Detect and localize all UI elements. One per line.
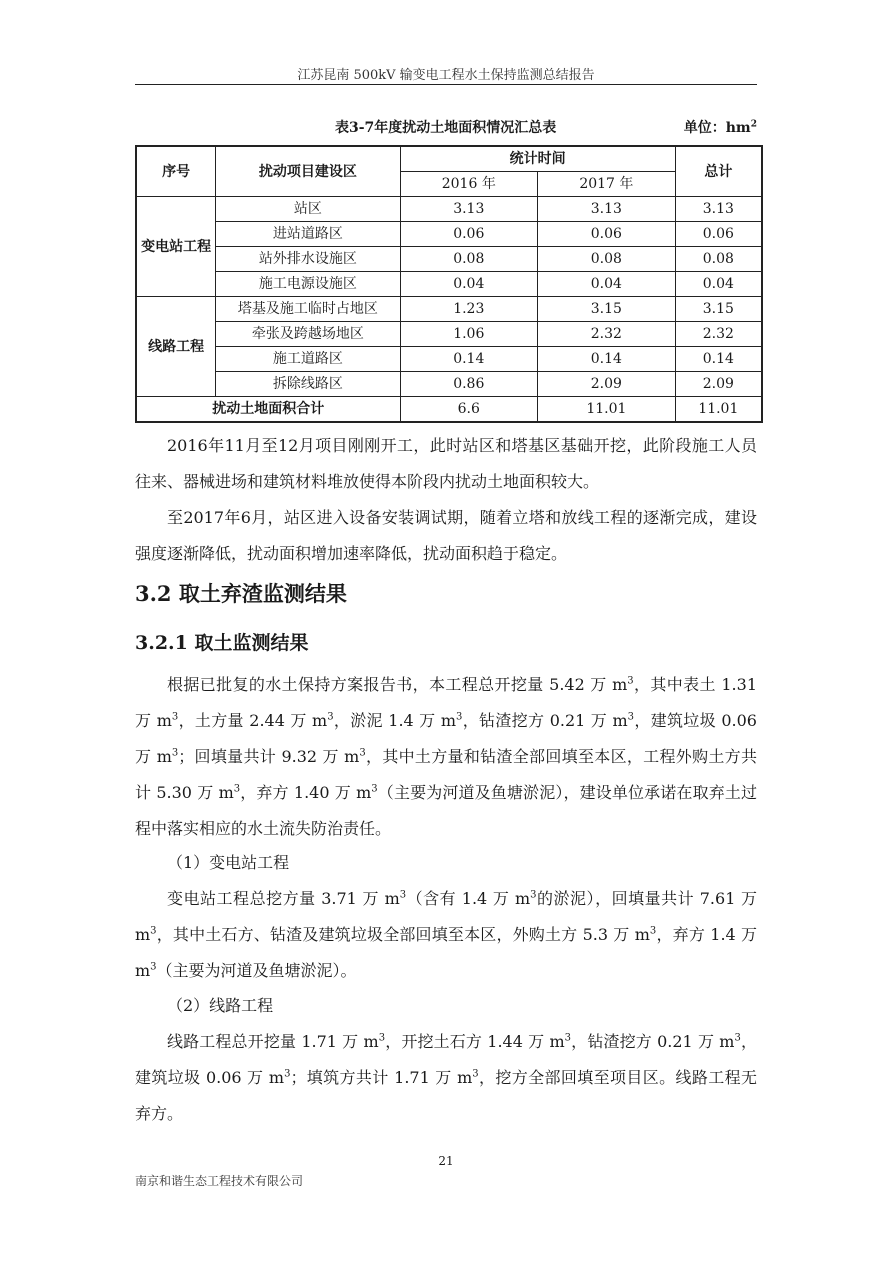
table-sum-row: [136, 397, 762, 423]
cell-total: 0.08: [675, 247, 762, 272]
cell-2017: 0.14: [538, 347, 676, 372]
table-unit: [684, 117, 757, 137]
cell-2017: 0.08: [538, 247, 676, 272]
cell-total: 2.09: [675, 372, 762, 397]
table-unit-sup: 2: [750, 119, 757, 130]
cell-2016: 0.14: [400, 347, 538, 372]
cell-2017: 2.32: [538, 322, 676, 347]
page-number: 21: [438, 1154, 454, 1168]
paragraph-line: 线路工程总开挖量 1.71 万 $m^3$，开挖土石方 1.44 万 $m^3$，钻渣挖方 0.21 万 $m^3$，建筑垃圾 0.06 万 $m^3$；填筑方共计 1.71 万 $m^3$，挖方全部回填至项目区。线路工程无弃方。: [135, 1032, 757, 1123]
header-area: 扰动项目建设区: [216, 146, 400, 197]
cell-2017: 0.04: [538, 272, 676, 297]
cell-total: 3.13: [675, 197, 762, 222]
table-unit-label: 单位：hm: [683, 120, 751, 136]
sum-2017: 11.01: [538, 397, 676, 423]
table-row: [136, 222, 762, 247]
section-heading: 3.2 取土弃渣监测结果: [135, 581, 347, 606]
cell-area: 站外排水设施区: [216, 247, 400, 272]
header-year-2016: 2016 年: [400, 172, 538, 197]
table-row: [136, 272, 762, 297]
table-caption: 表3-7年度扰动土地面积情况汇总表: [335, 120, 557, 136]
group-label: 变电站工程: [136, 197, 216, 297]
cell-2016: 0.86: [400, 372, 538, 397]
cell-total: 0.14: [675, 347, 762, 372]
sum-2016: 6.6: [400, 397, 538, 423]
cell-2016: 0.08: [400, 247, 538, 272]
cell-area: 进站道路区: [216, 222, 400, 247]
table-row: [136, 197, 762, 222]
cell-2016: 0.06: [400, 222, 538, 247]
table-row: [136, 247, 762, 272]
cell-2017: 3.15: [538, 297, 676, 322]
subsection-heading: 3.2.1 取土监测结果: [135, 632, 309, 654]
group-label: 线路工程: [136, 297, 216, 397]
cell-total: 2.32: [675, 322, 762, 347]
cell-2017: 2.09: [538, 372, 676, 397]
cell-area: 施工电源设施区: [216, 272, 400, 297]
cell-2016: 0.04: [400, 272, 538, 297]
cell-total: 3.15: [675, 297, 762, 322]
cell-total: 0.06: [675, 222, 762, 247]
subheading-substation: （1）变电站工程: [167, 853, 290, 872]
table-row: [136, 347, 762, 372]
paragraph-excavation: 根据已批复的水土保持方案报告书，本工程总开挖量 5.42 万 $m^3$，其中表土 1.31 万 $m^3$，土方量 2.44 万 $m^3$，淤泥 1.4 万 $m^3$，钻渣挖方 0.21 万 $m^3$，建筑垃圾 0.06 万 $m^3$；回填量共计 9.32 万 $m^3$，其中土方量和钻渣全部回填至本区，工程外购土方共计 5.30 万 $m^3$，弃方 1.40 万 $m^3$（主要为河道及鱼塘淤泥），建设单位承诺在取弃土过程中落实相应的水土流失防治责任。: [135, 675, 757, 838]
sum-total: 11.01: [675, 397, 762, 423]
cell-total: 0.04: [675, 272, 762, 297]
cell-area: 施工道路区: [216, 347, 400, 372]
table-row: [136, 372, 762, 397]
cell-area: 站区: [216, 197, 400, 222]
cell-2017: 0.06: [538, 222, 676, 247]
header-rule: [135, 84, 757, 85]
cell-2016: 1.06: [400, 322, 538, 347]
sum-label: 扰动土地面积合计: [136, 397, 400, 423]
header-seq: 序号: [136, 146, 216, 197]
paragraph-substation: 变电站工程总挖方量 3.71 万 $m^3$（含有 1.4 万 $m^3$的淤泥），回填量共计 7.61 万 $m^3$，其中土石方、钻渣及建筑垃圾全部回填至本区，外购土方 5.3 万 $m^3$，弃方 1.4 万 $m^3$（主要为河道及鱼塘淤泥）。: [135, 889, 757, 980]
cell-area: 拆除线路区: [216, 372, 400, 397]
header-stat-time: 统计时间: [400, 146, 675, 172]
cell-area: 塔基及施工临时占地区: [216, 297, 400, 322]
document-header-title: 江苏昆南 500kV 输变电工程水土保持监测总结报告: [297, 68, 595, 83]
cell-2017: 3.13: [538, 197, 676, 222]
disturbed-area-table: [135, 145, 763, 423]
subheading-line: （2）线路工程: [167, 996, 274, 1015]
paragraph-2017: 至2017年6月，站区进入设备安装调试期，随着立塔和放线工程的逐渐完成，建设强度逐渐降低，扰动面积增加速率降低，扰动面积趋于稳定。: [135, 508, 757, 563]
table-row: [136, 297, 762, 322]
footer-company: 南京和谐生态工程技术有限公司: [135, 1174, 304, 1188]
cell-area: 牵张及跨越场地区: [216, 322, 400, 347]
paragraph-2016: 2016年11月至12月项目刚刚开工，此时站区和塔基区基础开挖，此阶段施工人员往来、器械进场和建筑材料堆放使得本阶段内扰动土地面积较大。: [135, 436, 757, 491]
cell-2016: 1.23: [400, 297, 538, 322]
header-year-2017: 2017 年: [538, 172, 676, 197]
table-row: [136, 322, 762, 347]
table-header-row: [136, 146, 762, 172]
header-total: 总计: [675, 146, 762, 197]
cell-2016: 3.13: [400, 197, 538, 222]
